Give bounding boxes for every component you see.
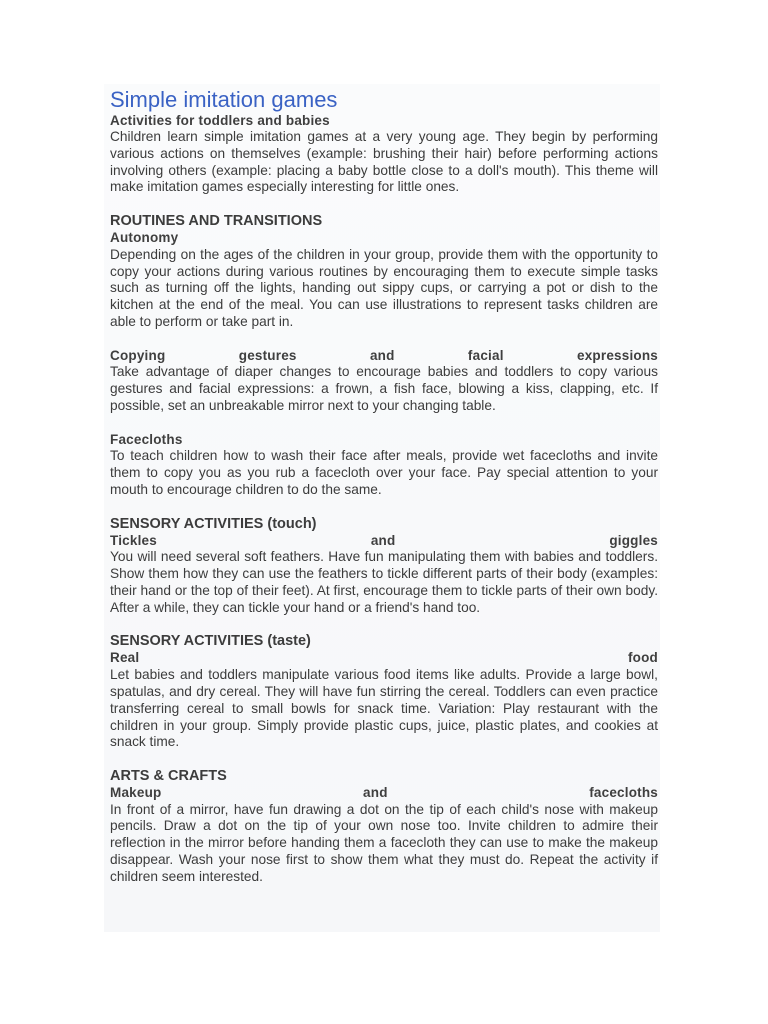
activity-title-makeup: Makeup and facecloths	[110, 784, 658, 800]
activity-title-copying-gestures: Copying gestures and facial expressions	[110, 347, 658, 363]
section-heading-sensory-touch: SENSORY ACTIVITIES (touch)	[110, 515, 317, 532]
section-heading-routines: ROUTINES AND TRANSITIONS	[110, 212, 323, 229]
page-subtitle: Activities for toddlers and babies	[110, 113, 330, 128]
section-heading-sensory-taste: SENSORY ACTIVITIES (taste)	[110, 633, 311, 650]
activity-text-copying-gestures: Take advantage of diaper changes to encourage babies and toddlers to copy various gestures and facial expressions: a frown, a fish face, blowing a kiss, clapping, etc. If possible, set an unbreakable mirror next to your changing table.	[110, 364, 658, 413]
page-title: Simple imitation games	[110, 87, 338, 112]
section-heading-arts-crafts: ARTS & CRAFTS	[110, 767, 227, 784]
activity-text-facecloths: To teach children how to wash their face after meals, provide wet facecloths and invite them to copy you as you rub a facecloth over your face. Pay special attention to your mouth to encourage children to do the same.	[110, 448, 658, 497]
activity-title-real-food: Real food	[110, 650, 658, 666]
activity-text-tickles: You will need several soft feathers. Have fun manipulating them with babies and toddlers. Show them how they can use the feathers to tickle different parts of their body (examples: their hand or the top of their feet). At first, encourage them to tickle parts of their own body. After a while, they can tickle your hand or a friend's hand too.	[110, 549, 658, 615]
activity-title-tickles: Tickles and giggles	[110, 532, 658, 548]
activity-text-autonomy: Depending on the ages of the children in your group, provide them with the opportunity to copy your actions during various routines by encouraging them to execute simple tasks such as turning off the lights, handing out sippy cups, or carrying a pot or dish to the kitchen at the end of the meal. You can use illustrations to represent tasks children are able to perform or take part in.	[110, 246, 658, 329]
activity-title-facecloths: Facecloths	[110, 431, 183, 447]
activity-text-real-food: Let babies and toddlers manipulate various food items like adults. Provide a large bowl, spatulas, and dry cereal. They will have fun stirring the cereal. Toddlers can even practice transferring cereal to small bowls for snack time. Variation: Play restaurant with the children in your group. Simply provide plastic cups, juice, plastic plates, and cookies at snack time.	[110, 667, 658, 750]
activity-text-makeup: In front of a mirror, have fun drawing a dot on the tip of each child's nose with makeup pencils. Draw a dot on the tip of your own nose too. Invite children to admire their reflection in the mirror before handing them a facecloth they can use to make the makeup disappear. Wash your nose first to show them what they must do. Repeat the activity if children seem interested.	[110, 801, 658, 884]
article	[110, 86, 658, 886]
intro-paragraph: Children learn simple imitation games at a very young age. They begin by performing various actions on themselves (example: brushing their hair) before performing actions involving others (example: placing a baby bottle close to a doll's mouth). This theme will make imitation games especially interesting for little ones.	[110, 129, 658, 195]
activity-title-autonomy: Autonomy	[110, 229, 179, 245]
